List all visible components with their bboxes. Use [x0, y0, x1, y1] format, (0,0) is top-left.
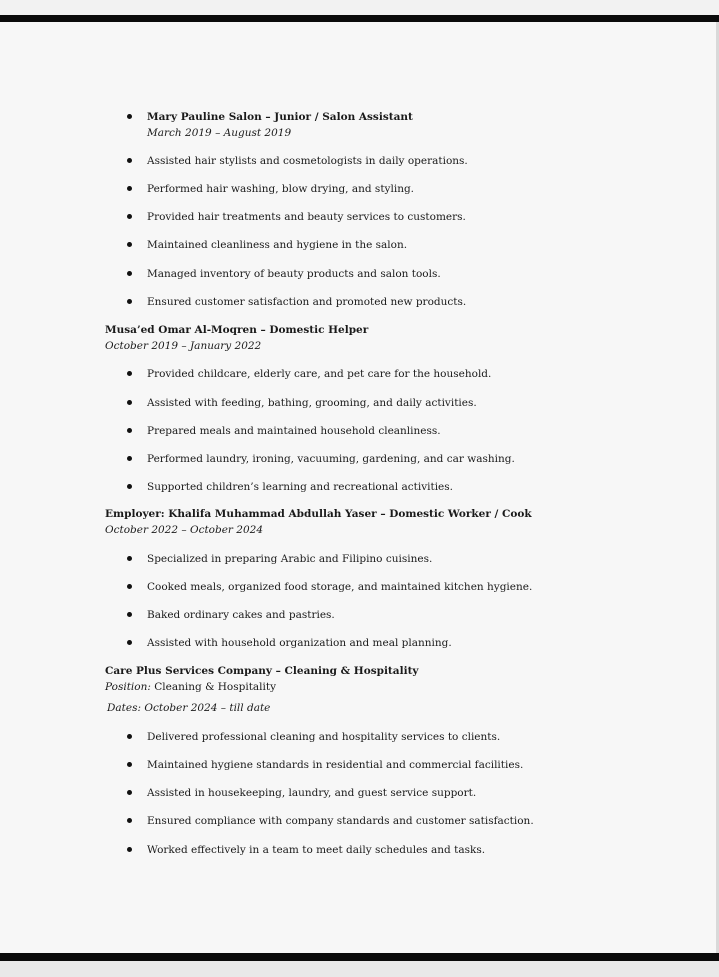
bullet	[127, 299, 132, 304]
bullet	[127, 428, 132, 433]
duty-item: Provided hair treatments and beauty services to customers.	[147, 211, 466, 223]
bullet	[127, 612, 132, 617]
job-position-care-plus	[105, 680, 276, 694]
position-label: Position:	[105, 681, 151, 693]
duty-item: Maintained hygiene standards in residential and commercial facilities.	[147, 759, 524, 771]
duty-item: Delivered professional cleaning and hospitality services to clients.	[147, 731, 501, 743]
bullet	[127, 271, 132, 276]
job-dates-care-plus: Dates: October 2024 – till date	[107, 702, 271, 714]
duty-item: Specialized in preparing Arabic and Filipino cuisines.	[147, 553, 433, 565]
bullet	[127, 114, 132, 119]
bullet	[127, 186, 132, 191]
job-title-domestic-helper: Musa’ed Omar Al-Moqren – Domestic Helper	[105, 324, 369, 336]
duty-item: Baked ordinary cakes and pastries.	[147, 609, 335, 621]
job-title-care-plus: Care Plus Services Company – Cleaning & Hospitality	[105, 665, 419, 677]
top-margin	[0, 0, 719, 15]
duty-item: Assisted hair stylists and cosmetologists in daily operations.	[147, 155, 468, 167]
duty-item: Assisted with household organization and meal planning.	[147, 637, 452, 649]
duty-item: Maintained cleanliness and hygiene in the salon.	[147, 239, 408, 251]
duty-item: Supported children’s learning and recreational activities.	[147, 481, 453, 493]
duty-item: Performed hair washing, blow drying, and styling.	[147, 183, 415, 195]
bullet	[127, 734, 132, 739]
job-dates-domestic-worker-cook: October 2022 – October 2024	[105, 524, 264, 536]
bullet	[127, 762, 132, 767]
duty-item: Ensured customer satisfaction and promoted new products.	[147, 296, 467, 308]
bullet	[127, 158, 132, 163]
bullet	[127, 456, 132, 461]
bullet	[127, 371, 132, 376]
duty-item: Assisted with feeding, bathing, grooming, and daily activities.	[147, 397, 477, 409]
bullet	[127, 400, 132, 405]
bullet	[127, 847, 132, 852]
job-dates-domestic-helper: October 2019 – January 2022	[105, 340, 262, 352]
duty-item: Worked effectively in a team to meet daily schedules and tasks.	[147, 844, 486, 856]
duty-item: Managed inventory of beauty products and salon tools.	[147, 268, 441, 280]
position-value: Cleaning & Hospitality	[154, 681, 277, 693]
duty-item: Performed laundry, ironing, vacuuming, gardening, and car washing.	[147, 453, 515, 465]
bullet	[127, 584, 132, 589]
bullet	[127, 214, 132, 219]
bullet	[127, 818, 132, 823]
duty-item: Prepared meals and maintained household cleanliness.	[147, 425, 441, 437]
job-title-salon: Mary Pauline Salon – Junior / Salon Assistant	[147, 111, 413, 123]
duty-item: Assisted in housekeeping, laundry, and guest service support.	[147, 787, 477, 799]
duty-item: Provided childcare, elderly care, and pet care for the household.	[147, 368, 492, 380]
duty-item: Ensured compliance with company standards and customer satisfaction.	[147, 815, 534, 827]
bullet	[127, 484, 132, 489]
top-border-rule	[0, 15, 719, 22]
job-dates-salon: March 2019 – August 2019	[147, 127, 292, 139]
bullet	[127, 790, 132, 795]
duty-item: Cooked meals, organized food storage, and maintained kitchen hygiene.	[147, 581, 533, 593]
bullet	[127, 242, 132, 247]
bottom-margin	[0, 961, 719, 977]
bullet	[127, 556, 132, 561]
bottom-border-rule	[0, 953, 719, 961]
bullet	[127, 640, 132, 645]
job-title-domestic-worker-cook: Employer: Khalifa Muhammad Abdullah Yaser – Domestic Worker / Cook	[105, 508, 532, 520]
